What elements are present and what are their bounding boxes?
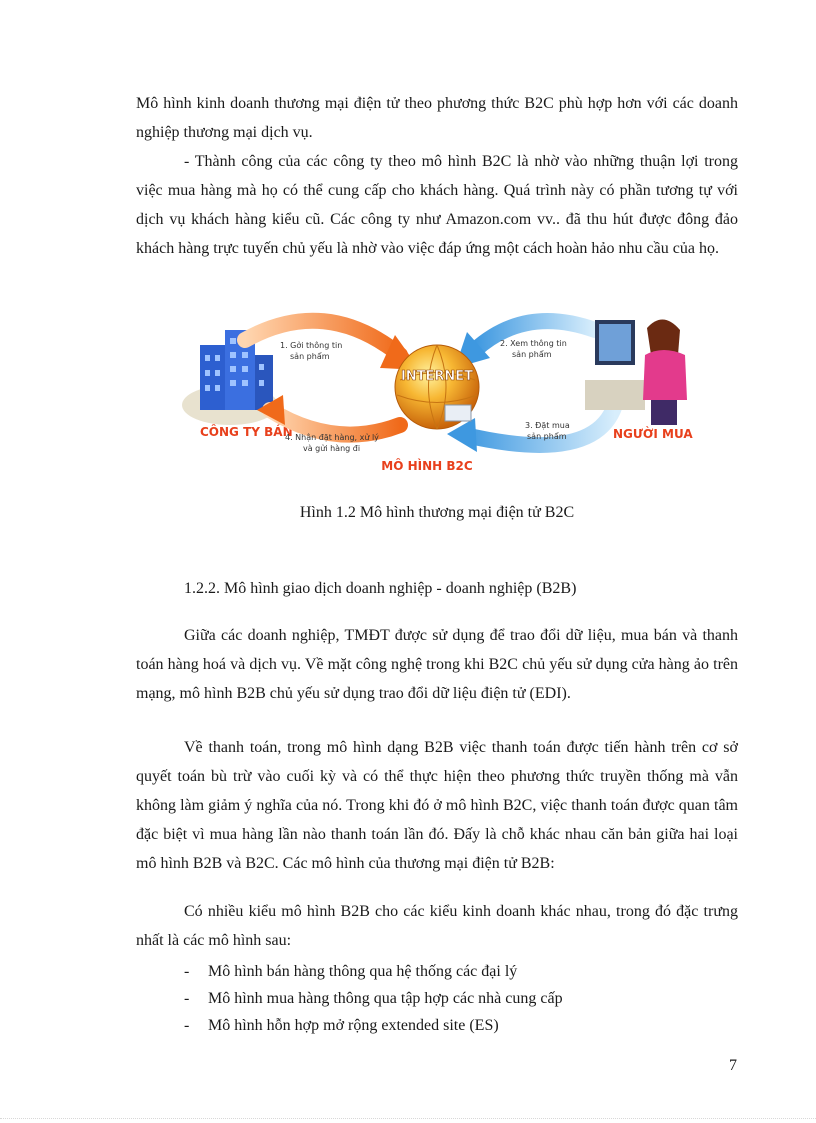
- list-item: [184, 1012, 563, 1039]
- bullet-marker: -: [184, 990, 190, 1007]
- paragraph-b2c-success: - Thành công của các công ty theo mô hình B2C là nhờ vào những thuận lợi trong việc mua hàng mà họ có thể cung cấp cho khách hàng. Quá trình này có phần tương tự với dịch vụ khách hàng kiểu cũ. Các công ty như Amazon.com vv.. đã thu hút được đông đảo khách hàng trực tuyến chủ yếu là nhờ vào việc đáp ứng một cách hoàn hảo nhu cầu của họ.: [136, 153, 738, 257]
- page-number: 7: [729, 1057, 737, 1074]
- section-heading: 1.2.2. Mô hình giao dịch doanh nghiệp - doanh nghiệp (B2B): [184, 580, 577, 597]
- seller-label: CÔNG TY BÁN: [200, 425, 293, 439]
- step4-label-line2: và gửi hàng đi: [303, 444, 361, 453]
- step1-label-line1: 1. Gởi thông tin: [280, 341, 343, 350]
- step2-label-line2: sản phẩm: [512, 350, 552, 359]
- internet-globe-icon: [395, 345, 479, 429]
- bullet-marker: -: [184, 1017, 190, 1034]
- step3-label-line2: sản phẩm: [527, 432, 567, 441]
- bullet-marker: -: [184, 963, 190, 980]
- list-item: [184, 958, 563, 985]
- list-item-text: Mô hình bán hàng thông qua hệ thống các đại lý: [208, 963, 518, 980]
- list-item-text: Mô hình mua hàng thông qua tập hợp các nhà cung cấp: [208, 990, 563, 1007]
- b2c-model-diagram: [175, 300, 710, 495]
- list-item-text: Mô hình hỗn hợp mở rộng extended site (ES): [208, 1017, 499, 1034]
- footer-divider: [0, 1118, 816, 1119]
- paragraph-b2b-types: Có nhiều kiểu mô hình B2B cho các kiểu kinh doanh khác nhau, trong đó đặc trưng nhất là các mô hình sau:: [136, 903, 738, 949]
- paragraph-b2c-intro: Mô hình kinh doanh thương mại điện tử theo phương thức B2C phù hợp hơn với các doanh nghiệp thương mại dịch vụ.: [136, 95, 738, 141]
- paragraph-b2b-payment: Về thanh toán, trong mô hình dạng B2B việc thanh toán được tiến hành trên cơ sở quyết toán bù trừ vào cuối kỳ và có thể thực hiện theo phương thức truyền thống mà vẫn không làm giảm ý nghĩa của nó. Trong khi đó ở mô hình B2C, việc thanh toán được quan tâm đặc biệt vì mua hàng lần nào thanh toán lần đó. Đấy là chỗ khác nhau căn bản giữa hai loại mô hình B2B và B2C. Các mô hình của thương mại điện tử B2B:: [136, 739, 738, 872]
- internet-label: INTERNET: [400, 369, 474, 384]
- model-label: MÔ HÌNH B2C: [381, 459, 473, 473]
- list-item: [184, 985, 563, 1012]
- buyer-label: NGƯỜI MUA: [613, 427, 693, 441]
- step3-label-line1: 3. Đặt mua: [525, 421, 570, 430]
- b2b-model-list: [184, 958, 563, 1039]
- figure-caption: Hình 1.2 Mô hình thương mại điện tử B2C: [299, 504, 575, 521]
- buyer-person-icon: [585, 319, 687, 425]
- step4-label-line1: 4. Nhận đặt hàng, xử lý: [285, 433, 379, 442]
- paragraph-b2b-intro: Giữa các doanh nghiệp, TMĐT được sử dụng để trao đổi dữ liệu, mua bán và thanh toán hàng hoá và dịch vụ. Về mặt công nghệ trong khi B2C chủ yếu sử dụng cửa hàng ảo trên mạng, mô hình B2B chủ yếu sử dụng trao đổi dữ liệu điện tử (EDI).: [136, 627, 738, 702]
- step2-label-line1: 2. Xem thông tin: [500, 339, 567, 348]
- step1-label-line2: sản phẩm: [290, 352, 330, 361]
